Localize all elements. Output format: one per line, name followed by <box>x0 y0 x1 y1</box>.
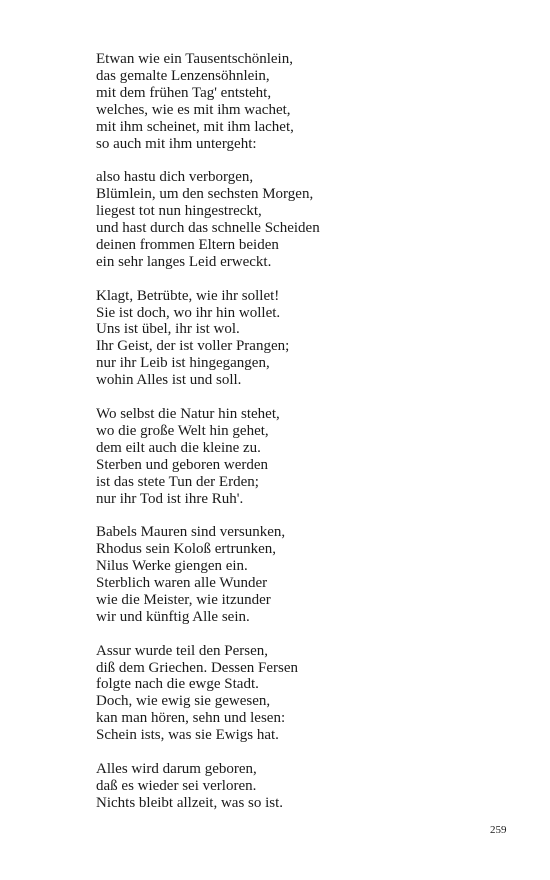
poem-line: Nichts bleibt allzeit, was so ist. <box>96 794 284 811</box>
poem-line: welches, wie es mit ihm wachet, <box>96 101 291 118</box>
poem-line: Sterblich waren alle Wunder <box>96 575 268 592</box>
poem-line: Sie ist doch, wo ihr hin wollet. <box>96 304 281 321</box>
stanza-1 <box>96 51 516 152</box>
poem-line: Doch, wie ewig sie gewesen, <box>96 693 271 710</box>
poem-line: mit ihm scheinet, mit ihm lachet, <box>96 118 294 135</box>
poem-line: daß es wieder sei verloren. <box>96 777 257 794</box>
poem-line: nur ihr Tod ist ihre Ruh'. <box>96 490 244 507</box>
poem-line: dem eilt auch die kleine zu. <box>96 439 261 456</box>
poem-line: liegest tot nun hingestreckt, <box>96 203 262 220</box>
stanza-2 <box>96 169 516 270</box>
poem-line: so auch mit ihm untergeht: <box>96 135 257 152</box>
poem-line: ein sehr langes Leid erweckt. <box>96 253 272 270</box>
stanza-6 <box>96 643 516 744</box>
poem-line: Babels Mauren sind versunken, <box>96 524 286 541</box>
poem-line: mit dem frühen Tag' entsteht, <box>96 84 272 101</box>
poem-line: diß dem Griechen. Dessen Fersen <box>96 659 299 676</box>
poem-line: deinen frommen Eltern beiden <box>96 236 279 253</box>
poem-line: ist das stete Tun der Erden; <box>96 473 259 490</box>
stanza-3 <box>96 288 516 389</box>
poem-line: Ihr Geist, der ist voller Prangen; <box>96 338 290 355</box>
poem-line: Etwan wie ein Tausentschönlein, <box>96 51 293 67</box>
poem-line: Assur wurde teil den Persen, <box>96 642 269 659</box>
poem-line: wohin Alles ist und soll. <box>96 372 242 389</box>
poem-line: wo die große Welt hin gehet, <box>96 422 269 439</box>
poem-line: Rhodus sein Koloß ertrunken, <box>96 541 276 558</box>
poem-line: also hastu dich verborgen, <box>96 169 254 186</box>
poem-line: Nilus Werke giengen ein. <box>96 558 248 575</box>
stanza-4 <box>96 406 516 507</box>
poem-line: Alles wird darum geboren, <box>96 760 257 777</box>
stanza-7 <box>96 761 516 812</box>
poem-line: nur ihr Leib ist hingegangen, <box>96 355 270 372</box>
page-number: 259 <box>490 824 507 836</box>
poem-line: Wo selbst die Natur hin stehet, <box>96 405 280 422</box>
poem-line: kan man hören, sehn und lesen: <box>96 710 286 727</box>
poem-line: wir und künftig Alle sein. <box>96 608 250 625</box>
poem-line: folgte nach die ewge Stadt. <box>96 676 259 693</box>
poem-line: Uns ist übel, ihr ist wol. <box>96 321 240 338</box>
poem-body <box>96 51 516 829</box>
stanza-5 <box>96 524 516 625</box>
poem-line: wie die Meister, wie itzunder <box>96 591 271 608</box>
poem-line: Blümlein, um den sechsten Morgen, <box>96 186 314 203</box>
poem-line: Schein ists, was sie Ewigs hat. <box>96 727 279 744</box>
poem-line: und hast durch das schnelle Scheiden <box>96 220 320 237</box>
poem-line: Sterben und geboren werden <box>96 456 269 473</box>
poem-line: Klagt, Betrübte, wie ihr sollet! <box>96 287 280 304</box>
poem-line: das gemalte Lenzensöhnlein, <box>96 67 270 84</box>
